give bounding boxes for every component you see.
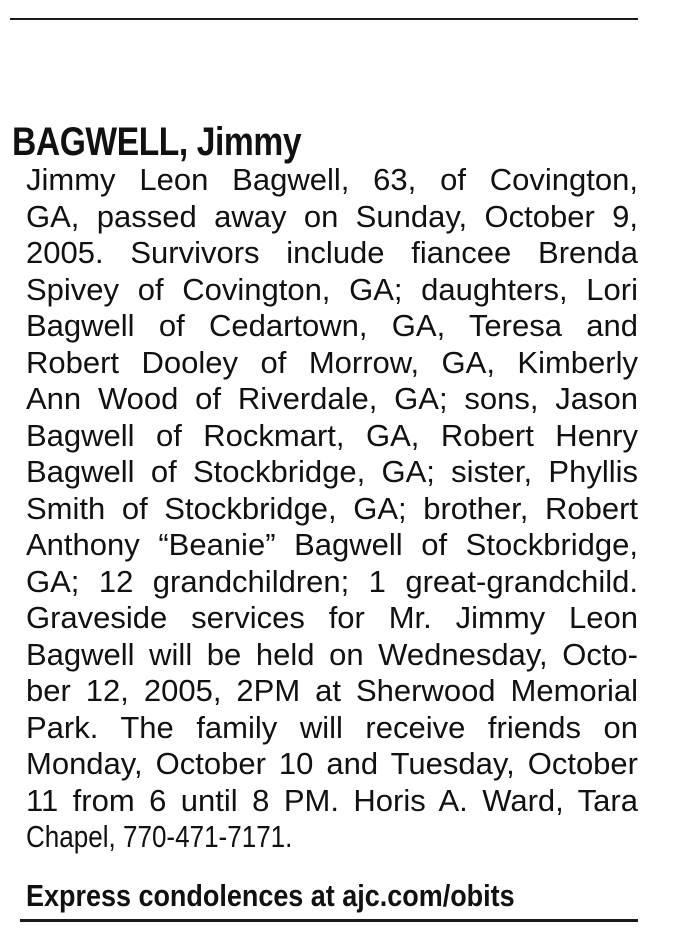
obituary-headline: BAGWELL, Jimmy xyxy=(12,120,302,164)
body-line: Spivey of Covington, GA; daughters, Lori xyxy=(26,271,638,307)
body-line: Bagwell of Stockbridge, GA; sister, Phyllis xyxy=(26,454,638,489)
body-line: Ann Wood of Riverdale, GA; sons, Jason xyxy=(26,381,638,416)
body-line: Bagwell of Cedartown, GA, Teresa and xyxy=(26,308,638,343)
body-line: Robert Dooley of Morrow, GA, Kimberly xyxy=(26,344,638,380)
body-line: Monday, October 10 and Tuesday, October xyxy=(26,746,638,781)
body-line-last: Chapel, 770-471-7171. xyxy=(26,819,293,854)
condolences-link[interactable]: Express condolences at ajc.com/obits xyxy=(26,878,515,913)
top-rule xyxy=(10,18,638,20)
body-line: Jimmy Leon Bagwell, 63, of Covington, xyxy=(26,162,638,197)
body-line: 2005. Survivors include fiancee Brenda xyxy=(26,235,638,270)
body-line: Smith of Stockbridge, GA; brother, Robert xyxy=(26,490,638,526)
body-line: Bagwell will be held on Wednesday, Octo- xyxy=(26,636,638,672)
body-line: Anthony “Beanie” Bagwell of Stockbridge, xyxy=(26,527,638,562)
body-line: Park. The family will receive friends on xyxy=(26,709,638,745)
body-line: Bagwell of Rockmart, GA, Robert Henry xyxy=(26,417,638,453)
body-line: Graveside services for Mr. Jimmy Leon xyxy=(26,600,638,635)
body-line: GA, passed away on Sunday, October 9, xyxy=(26,198,638,234)
body-line: ber 12, 2005, 2PM at Sherwood Memorial xyxy=(26,673,638,708)
body-line: 11 from 6 until 8 PM. Horis A. Ward, Tara xyxy=(26,782,638,818)
obituary-body xyxy=(26,162,638,856)
bottom-rule xyxy=(20,919,638,922)
body-line: GA; 12 grandchildren; 1 great-grandchild. xyxy=(26,563,638,599)
